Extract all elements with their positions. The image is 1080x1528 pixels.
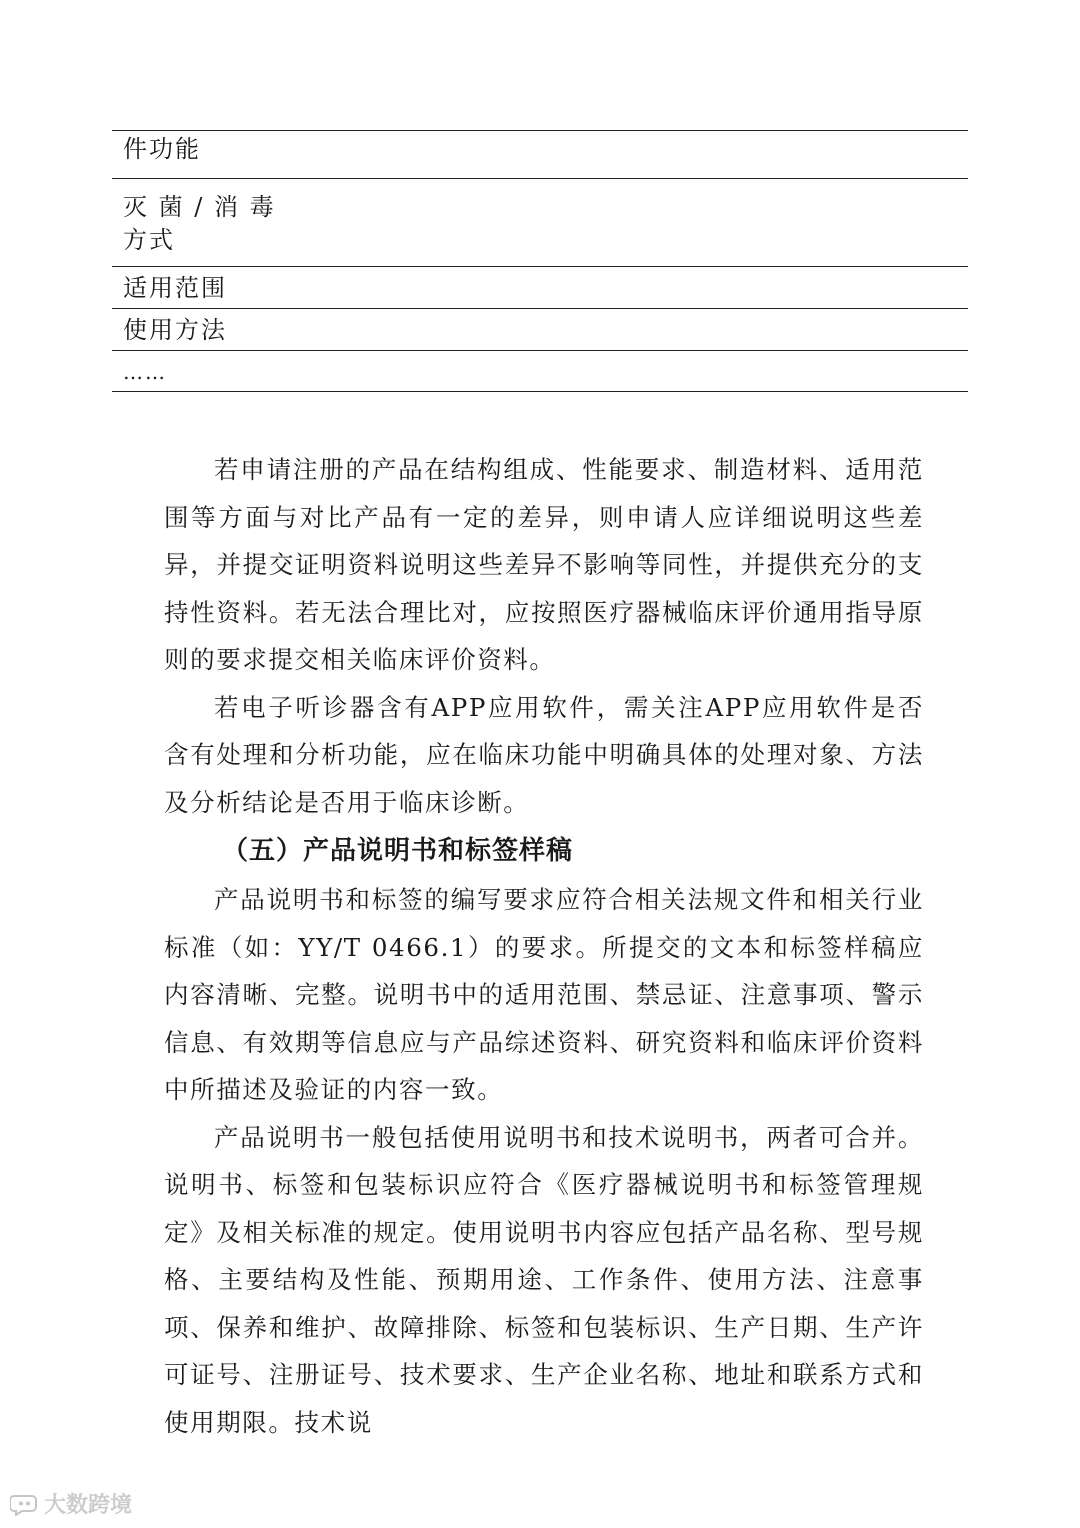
paragraph: 若申请注册的产品在结构组成、性能要求、制造材料、适用范围等方面与对比产品有一定的差异，则申请人应详细说明这些差异，并提交证明资料说明这些差异不影响等同性，并提供充分的支持性资料。若无法合理比对，应按照医疗器械临床评价通用指导原则的要求提交相关临床评价资料。 (164, 455, 924, 674)
table-row: …… (112, 350, 968, 392)
section-heading: （五）产品说明书和标签样稿 (222, 836, 574, 866)
paragraph: 若电子听诊器含有APP应用软件，需关注APP应用软件是否含有处理和分析功能，应在临床功能中明确具体的处理对象、方法及分析结论是否用于临床诊断。 (164, 692, 924, 817)
paragraph: 产品说明书一般包括使用说明书和技术说明书，两者可合并。说明书、标签和包装标识应符合《医疗器械说明书和标签管理规定》及相关标准的规定。使用说明书内容应包括产品名称、型号规格、主要结构及性能、预期用途、工作条件、使用方法、注意事项、保养和维护、故障排除、标签和包装标识、生产日期、生产许可证号、注册证号、技术要求、生产企业名称、地址和联系方式和使用期限。技术说 (164, 1122, 924, 1437)
watermark (10, 1488, 132, 1519)
comparison-table-fragment (112, 130, 968, 392)
table-row: 适用范围 (112, 266, 968, 308)
chat-bubble-icon (10, 1492, 40, 1516)
watermark-text: 大数跨境 (44, 1493, 133, 1518)
table-row: 件功能 (112, 130, 968, 178)
paragraph: 产品说明书和标签的编写要求应符合相关法规文件和相关行业标准（如：YY/T 0466.1）的要求。所提交的文本和标签样稿应内容清晰、完整。说明书中的适用范围、禁忌证、注意事项、警示信息、有效期等信息应与产品综述资料、研究资料和临床评价资料中所描述及验证的内容一致。 (164, 885, 924, 1104)
table-row: 灭 菌 / 消 毒 方式 (112, 178, 968, 266)
document-body (164, 446, 924, 1446)
table-row: 使用方法 (112, 308, 968, 350)
